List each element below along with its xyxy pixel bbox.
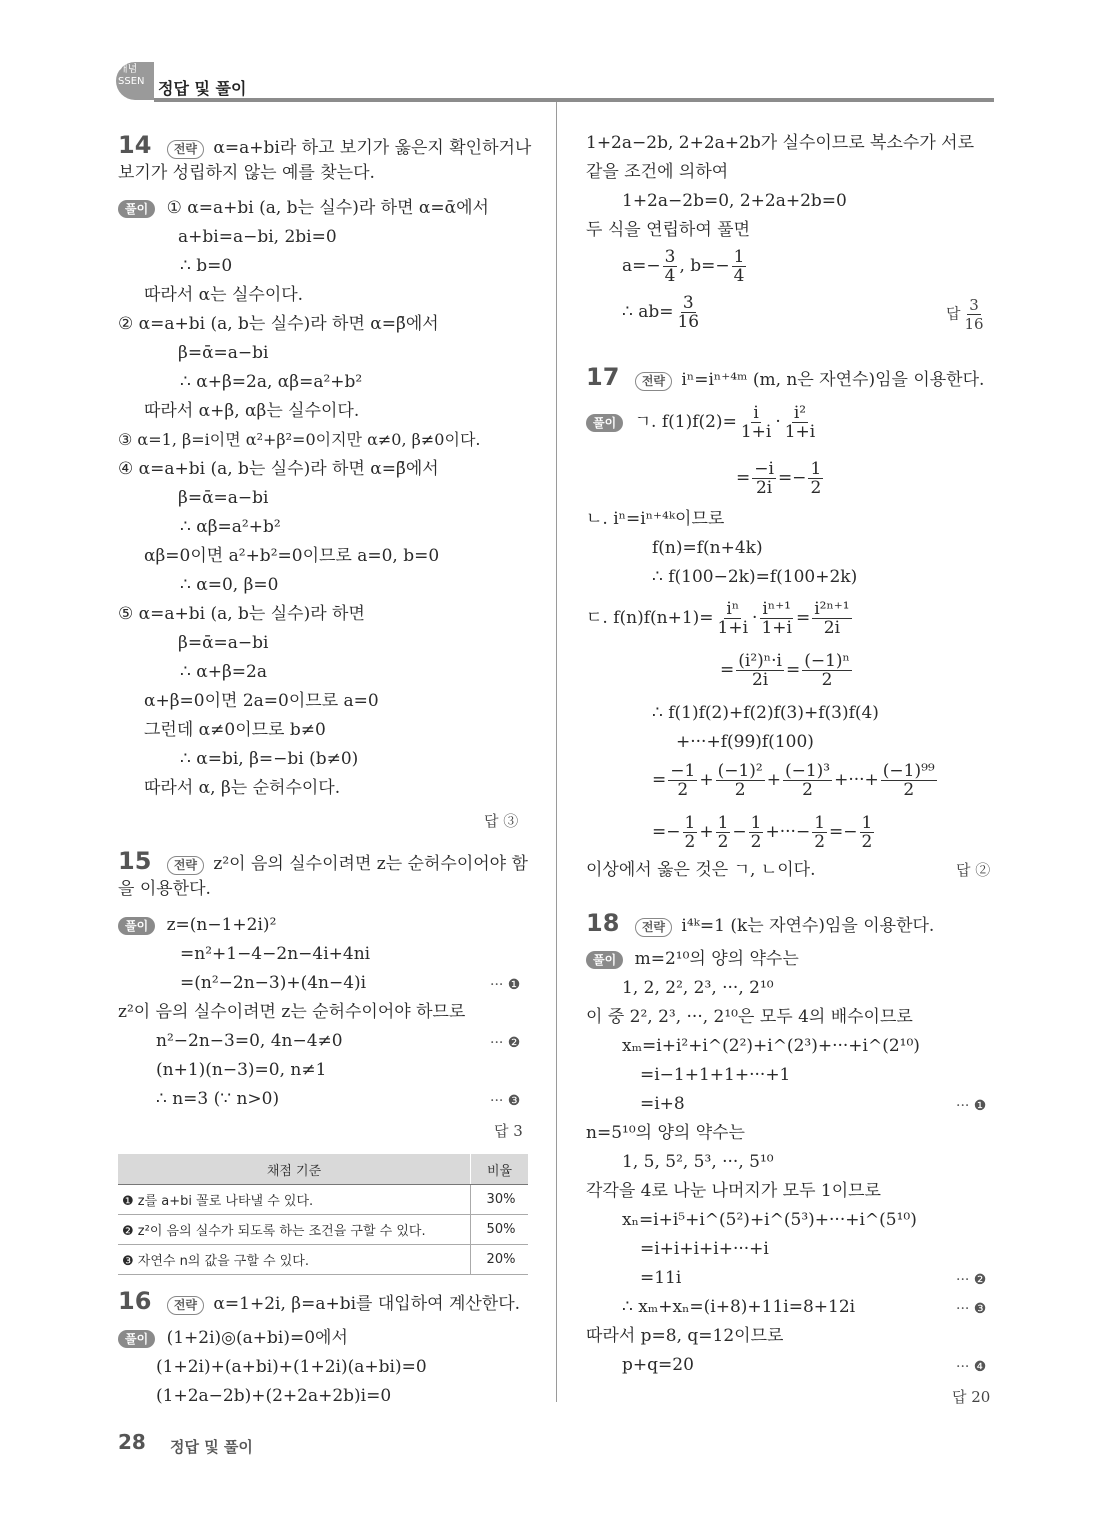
table-cell: 30% <box>471 1185 529 1215</box>
fraction <box>668 762 697 799</box>
solution-line: 그런데 α≠0이므로 b≠0 <box>144 720 326 740</box>
numerator: 1 <box>814 813 826 833</box>
solution-line: =i+8 <box>640 1094 685 1114</box>
numerator: 1 <box>810 459 822 479</box>
column-divider <box>556 102 557 1402</box>
solution-line: ∴ αβ=a²+b² <box>180 517 281 537</box>
solution-line: z²이 음의 실수이려면 z는 순허수이어야 하므로 <box>118 1002 466 1022</box>
fraction <box>739 404 774 441</box>
fraction <box>683 814 698 851</box>
numerator: iⁿ <box>726 599 740 619</box>
table-cell: ❷ z²이 음의 실수가 되도록 하는 조건을 구할 수 있다. <box>118 1215 471 1245</box>
table-cell: 50% <box>471 1215 529 1245</box>
step-marker: ··· ❷ <box>490 1035 521 1051</box>
solution-line: ∴ α+β=2a, αβ=a²+b² <box>180 372 363 392</box>
fraction <box>783 762 832 799</box>
solution-line: z=(n−1+2i)² <box>166 915 277 935</box>
fraction <box>732 248 747 285</box>
solution-row: ㄷ. f(n)f(n+1)= $\frac{\text{iⁿ}}{1+i}$ · $\frac{\text{iⁿ⁺¹}}{1+i}$ = $\frac{\text{i²ⁿ⁺¹}}{2i}$ <box>586 599 850 638</box>
solution-line: αβ=0이면 a²+b²=0이므로 a=0, b=0 <box>144 546 440 566</box>
solution-line: m=2¹⁰의 양의 약수는 <box>634 949 799 969</box>
fraction <box>783 404 818 441</box>
strategy-text-cont: 을 이용한다. <box>118 879 211 899</box>
solution-line: =i−1+1+1+···+1 <box>640 1065 791 1085</box>
table-row <box>118 1185 528 1215</box>
problem-14-heading <box>118 131 532 159</box>
fraction <box>812 600 851 637</box>
numerator: (−1)ⁿ <box>804 651 850 671</box>
strategy-badge: 전략 <box>167 856 204 875</box>
math-text: ㄱ. f(1)f(2)= <box>634 412 737 432</box>
problem-16-heading <box>118 1287 521 1315</box>
grading-criteria-table <box>118 1154 528 1275</box>
problem-number: 18 <box>586 909 620 937</box>
numerator: i² <box>793 403 807 423</box>
fraction <box>716 600 751 637</box>
problem-18-heading <box>586 909 935 937</box>
math-text: a=− <box>622 256 661 276</box>
solution-line: ∴ α+β=2a <box>180 662 267 682</box>
solution-line: 같을 조건에 의하여 <box>586 162 729 182</box>
numerator: i <box>753 403 759 423</box>
solution-badge: 풀이 <box>118 1330 155 1348</box>
solution-line: n²−2n−3=0, 4n−4≠0 <box>156 1031 343 1051</box>
solution-line: 이상에서 옳은 것은 ㄱ, ㄴ이다. <box>586 860 816 880</box>
solution-badge: 풀이 <box>586 951 623 969</box>
denominator: 2 <box>750 832 762 852</box>
numerator: 1 <box>684 813 696 833</box>
solution-row: = $\frac{\text{(i²)ⁿ·i}}{2i}$ = $\frac{\text{(−1)ⁿ}}{2}$ <box>720 651 850 690</box>
step-marker: ··· ❷ <box>956 1272 987 1288</box>
denominator: 2 <box>717 832 729 852</box>
denominator: 2 <box>810 478 822 498</box>
numerator: (−1)² <box>717 761 763 781</box>
solution-row: 풀이 ㄱ. f(1)f(2)= $\frac{i}{1+i}$ · $\frac{\text{i²}}{1+i}$ <box>586 404 819 441</box>
answer-prefix: 답 <box>946 304 961 323</box>
problem-number: 15 <box>118 847 152 875</box>
solution-line: f(n)=f(n+4k) <box>652 538 763 558</box>
numerator: (−1)⁹⁹ <box>882 761 935 781</box>
solution-line: =(n²−2n−3)+(4n−4)i <box>180 973 367 993</box>
denominator: 2 <box>802 780 813 800</box>
fraction <box>812 814 827 851</box>
denominator: 16 <box>677 312 700 332</box>
solution-line: 1+2a−2b=0, 2+2a+2b=0 <box>622 191 847 211</box>
fraction <box>663 248 678 285</box>
fraction <box>808 460 823 497</box>
solution-line: =11i <box>640 1268 682 1288</box>
solution-line: ⑤ α=a+bi (a, b는 실수)라 하면 <box>118 604 365 624</box>
solution-line: ∴ f(1)f(2)+f(2)f(3)+f(3)f(4) <box>652 703 879 723</box>
fraction <box>860 814 875 851</box>
solution-line: 각각을 4로 나눈 나머지가 모두 1이므로 <box>586 1181 881 1201</box>
denominator: 1+i <box>761 618 792 638</box>
table-row <box>118 1215 528 1245</box>
strategy-text: iⁿ=iⁿ⁺⁴ᵐ (m, n은 자연수)임을 이용한다. <box>681 370 985 390</box>
answer-label: 답 ② <box>956 861 991 879</box>
header-tab-label: 개념 SSEN <box>118 64 145 87</box>
strategy-text: α=1+2i, β=a+bi를 대입하여 계산한다. <box>213 1294 521 1314</box>
solution-row <box>736 460 825 497</box>
denominator: 2 <box>903 780 915 800</box>
numerator: 1 <box>717 813 729 833</box>
solution-line: (1+2i)◎(a+bi)=0에서 <box>166 1328 348 1348</box>
fraction <box>752 460 776 497</box>
solution-row <box>118 1327 348 1349</box>
denominator: 2 <box>677 780 689 800</box>
step-marker: ··· ❸ <box>956 1301 987 1317</box>
solution-line: n=5¹⁰의 양의 약수는 <box>586 1123 745 1143</box>
problem-number: 16 <box>118 1287 152 1315</box>
numerator: (i²)ⁿ·i <box>738 651 782 671</box>
denominator: 2 <box>684 832 696 852</box>
table-header-cell: 채점 기준 <box>118 1154 471 1185</box>
solution-line: β=ᾱ=a−bi <box>178 488 269 508</box>
numerator: iⁿ⁺¹ <box>762 599 791 619</box>
denominator: 2i <box>751 670 769 690</box>
math-text: ㄷ. f(n)f(n+1)= <box>586 608 714 628</box>
solution-line: xₙ=i+i⁵+i^(5²)+i^(5³)+···+i^(5¹⁰) <box>622 1210 917 1230</box>
numerator: 1 <box>733 247 745 267</box>
math-text: = <box>720 660 735 680</box>
numerator: i²ⁿ⁺¹ <box>814 599 850 619</box>
numerator: 1 <box>750 813 762 833</box>
denominator: 2i <box>823 618 841 638</box>
fraction <box>759 600 794 637</box>
solution-line: 두 식을 연립하여 풀면 <box>586 220 751 240</box>
numerator: 3 <box>682 293 694 313</box>
solution-line: ∴ xₘ+xₙ=(i+8)+11i=8+12i <box>622 1297 856 1317</box>
solution-row <box>118 197 489 219</box>
answer-label: 답 20 <box>952 1388 991 1406</box>
table-cell: ❸ 자연수 n의 값을 구할 수 있다. <box>118 1245 471 1275</box>
solution-line: ∴ α=0, β=0 <box>180 575 279 595</box>
page-number: 28 <box>118 1430 146 1454</box>
solution-line: β=ᾱ=a−bi <box>178 633 269 653</box>
solution-badge: 풀이 <box>586 414 623 432</box>
strategy-badge: 전략 <box>635 918 672 937</box>
answer-label: 답 3 <box>494 1122 523 1140</box>
denominator: 16 <box>964 315 984 333</box>
solution-line: ㄴ. iⁿ=iⁿ⁺⁴ᵏ이므로 <box>586 509 725 529</box>
math-text: = <box>736 468 751 488</box>
solution-line: 따라서 p=8, q=12이므로 <box>586 1326 784 1346</box>
solution-line: +···+f(99)f(100) <box>676 732 814 752</box>
numerator: 3 <box>969 296 979 314</box>
fraction <box>802 652 852 689</box>
denominator: 2i <box>755 478 773 498</box>
solution-line: 따라서 α는 실수이다. <box>144 285 304 305</box>
fraction <box>716 762 765 799</box>
strategy-text-cont: 보기가 성립하지 않는 예를 찾는다. <box>118 163 375 183</box>
math-text: ∴ ab= <box>622 302 674 322</box>
problem-number: 17 <box>586 363 620 391</box>
solution-row <box>118 914 276 936</box>
table-cell: ❶ z를 a+bi 꼴로 나타낼 수 있다. <box>118 1185 471 1215</box>
table-header-row <box>118 1154 528 1185</box>
denominator: 2 <box>814 832 826 852</box>
header-rule <box>154 98 994 102</box>
strategy-badge: 전략 <box>635 372 672 391</box>
fraction <box>675 294 701 331</box>
fraction <box>749 814 764 851</box>
solution-line: 1, 2, 2², 2³, ···, 2¹⁰ <box>622 978 774 998</box>
solution-line: xₘ=i+i²+i^(2²)+i^(2³)+···+i^(2¹⁰) <box>622 1036 920 1056</box>
fraction <box>736 652 784 689</box>
footer-label: 정답 및 풀이 <box>170 1438 253 1456</box>
solution-line: a+bi=a−bi, 2bi=0 <box>178 227 337 247</box>
solution-line: 이 중 2², 2³, ···, 2¹⁰은 모두 4의 배수이므로 <box>586 1007 913 1027</box>
solution-line: p+q=20 <box>622 1355 694 1375</box>
denominator: 2 <box>821 670 833 690</box>
numerator: (−1)³ <box>784 761 831 781</box>
denominator: 1+i <box>717 618 749 638</box>
solution-badge: 풀이 <box>118 200 155 218</box>
denominator: 1+i <box>784 422 816 442</box>
solution-line: ∴ α=bi, β=−bi (b≠0) <box>180 749 359 769</box>
solution-line: 따라서 α, β는 순허수이다. <box>144 778 341 798</box>
solution-row: = $\frac{-1}{2}$ + $\frac{\text{(−1)²}}{2}$ + $\frac{\text{(−1)³}}{2}$ +···+ $\frac{\text{(−1)⁹⁹}}{2}$ <box>652 761 935 800</box>
step-marker: ··· ❸ <box>490 1093 521 1109</box>
strategy-text: z²이 음의 실수이려면 z는 순허수이어야 함 <box>213 854 528 874</box>
solution-values-row <box>622 248 748 285</box>
strategy-text: i⁴ᵏ=1 (k는 자연수)임을 이용한다. <box>681 916 935 936</box>
math-text: =− <box>777 468 807 488</box>
solution-line: (1+2i)+(a+bi)+(1+2i)(a+bi)=0 <box>156 1357 427 1377</box>
denominator: 1+i <box>740 422 772 442</box>
solution-badge: 풀이 <box>118 917 155 935</box>
solution-line: β=ᾱ=a−bi <box>178 343 269 363</box>
denominator: 4 <box>733 266 745 286</box>
strategy-badge: 전략 <box>167 140 204 159</box>
solution-line: ① α=a+bi (a, b는 실수)라 하면 α=ᾱ에서 <box>166 198 489 218</box>
solution-row <box>586 948 799 970</box>
step-marker: ··· ❶ <box>490 977 521 993</box>
solution-line: ∴ f(100−2k)=f(100+2k) <box>652 567 858 587</box>
table-cell: 20% <box>471 1245 529 1275</box>
solution-line: (1+2a−2b)+(2+2a+2b)i=0 <box>156 1386 392 1406</box>
table-row <box>118 1245 528 1275</box>
denominator: 4 <box>664 266 676 286</box>
solution-line: ∴ b=0 <box>180 256 233 276</box>
solution-line: ∴ n=3 (∵ n>0) <box>156 1089 280 1109</box>
answer-label <box>946 296 988 333</box>
solution-line: 따라서 α+β, αβ는 실수이다. <box>144 401 360 421</box>
table-header-cell: 비율 <box>471 1154 529 1185</box>
numerator: −i <box>754 459 774 479</box>
solution-line: ③ α=1, β=i이면 α²+β²=0이지만 α≠0, β≠0이다. <box>118 430 481 449</box>
fraction <box>881 762 937 799</box>
step-marker: ··· ❶ <box>956 1098 987 1114</box>
solution-product-row <box>622 294 703 331</box>
answer-label: 답 ③ <box>484 812 519 830</box>
problem-17-heading <box>586 363 985 391</box>
solution-line: α+β=0이면 2a=0이므로 a=0 <box>144 691 379 711</box>
solution-line: ② α=a+bi (a, b는 실수)라 하면 α=β̄에서 <box>118 314 439 334</box>
numerator: 1 <box>861 813 873 833</box>
denominator: 2 <box>734 780 746 800</box>
solution-line: (n+1)(n−3)=0, n≠1 <box>156 1060 327 1080</box>
solution-line: 1, 5, 5², 5³, ···, 5¹⁰ <box>622 1152 774 1172</box>
solution-line: 1+2a−2b, 2+2a+2b가 실수이므로 복소수가 서로 <box>586 133 974 153</box>
solution-row: =− $\frac{1}{2}$ + $\frac{1}{2}$ − $\frac{1}{2}$ +···− $\frac{1}{2}$ =− $\frac{1}{2}$ <box>652 813 873 852</box>
step-marker: ··· ❹ <box>956 1359 987 1375</box>
fraction <box>963 296 986 333</box>
numerator: −1 <box>670 761 696 781</box>
page-header-title: 정답 및 풀이 <box>158 79 247 98</box>
math-text: , b=− <box>679 256 730 276</box>
numerator: 3 <box>664 247 676 267</box>
denominator: 2 <box>861 832 873 852</box>
strategy-text: α=a+bi라 하고 보기가 옳은지 확인하거나 <box>213 138 532 158</box>
solution-line: ④ α=a+bi (a, b는 실수)라 하면 α=β̄에서 <box>118 459 439 479</box>
solution-line: =n²+1−4−2n−4i+4ni <box>180 944 371 964</box>
problem-number: 14 <box>118 131 152 159</box>
fraction <box>716 814 731 851</box>
problem-15-heading <box>118 847 528 875</box>
solution-line: =i+i+i+i+···+i <box>640 1239 769 1259</box>
strategy-badge: 전략 <box>167 1296 204 1315</box>
